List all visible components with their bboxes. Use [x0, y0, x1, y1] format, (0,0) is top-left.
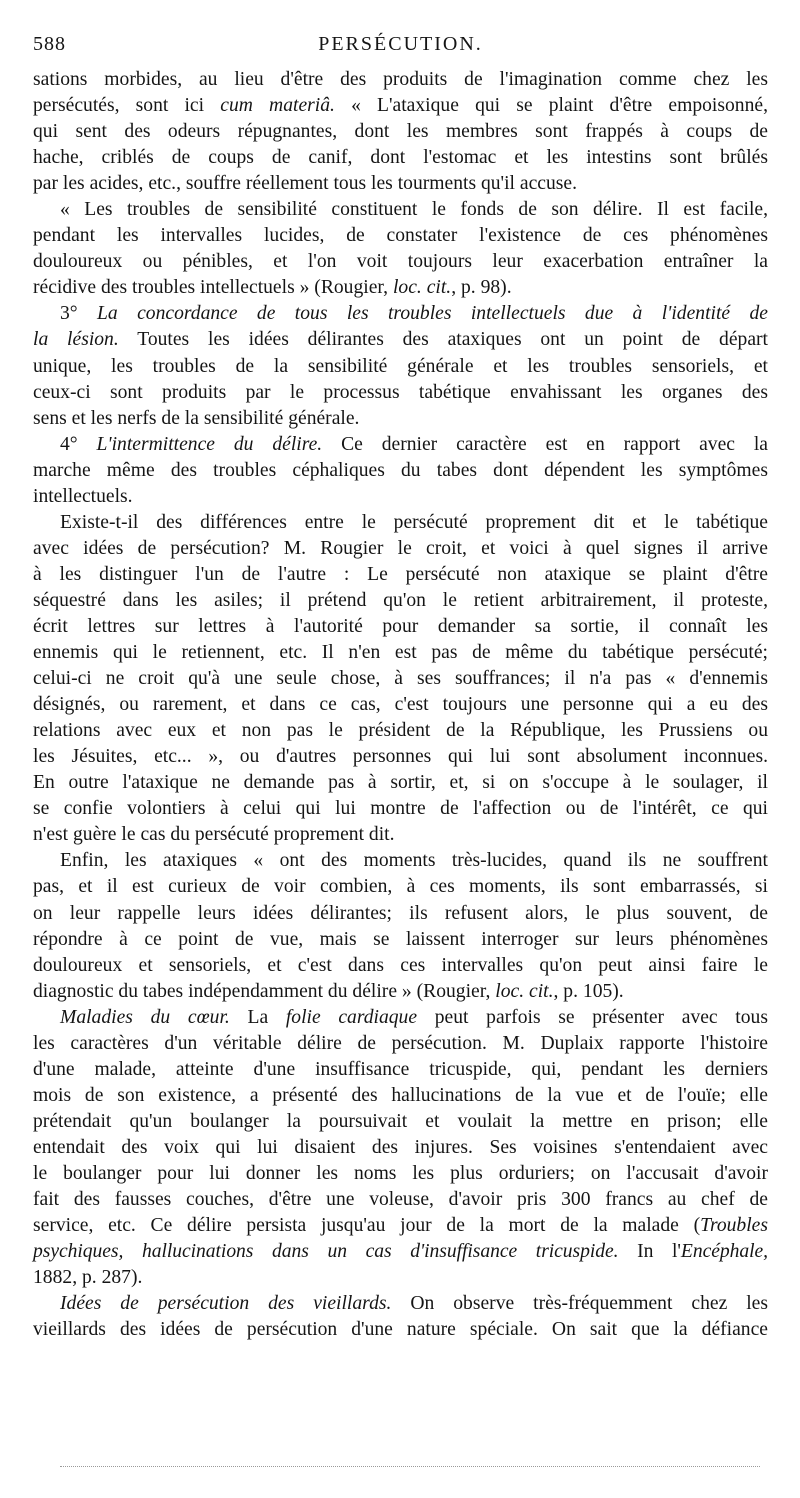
text-line: Maladies du cœur. La folie cardiaque peut parfois se présenter avec tous: [60, 1006, 768, 1028]
text-line: n'est guère le cas du persécuté proprement dit.: [33, 824, 395, 846]
text-line: on leur rappelle leurs idées délirantes; ils refusent alors, le plus souvent, de: [33, 902, 768, 924]
text-line: « Les troubles de sensibilité constituent le fonds de son délire. Il est facile,: [60, 199, 768, 221]
text-line: marche même des troubles céphaliques du tabes dont dépendent les symptômes: [33, 459, 768, 481]
text-line: sations morbides, au lieu d'être des produits de l'imagination comme chez les: [33, 69, 768, 90]
text-line: douloureux ou pénibles, et l'on voit toujours leur exacerbation entraîner la: [33, 251, 768, 273]
text-line: les Jésuites, etc... », ou d'autres personnes qui lui sont absolument inconnues.: [33, 746, 768, 768]
text-line: par les acides, etc., souffre réellement tous les tourments qu'il accuse.: [33, 173, 577, 195]
text-line: 4° L'intermittence du délire. Ce dernier caractère est en rapport avec la: [60, 433, 768, 455]
text-line: ennemis qui le retiennent, etc. Il n'en est pas de même du tabétique persécuté;: [33, 642, 768, 664]
text-line: écrit lettres sur lettres à l'autorité pour demander sa sortie, il connaît les: [33, 615, 768, 637]
text-line: unique, les troubles de la sensibilité générale et les troubles sensoriels, et: [33, 355, 768, 377]
text-line: qui sent des odeurs répugnantes, dont les membres sont frappés à coups de: [33, 121, 768, 143]
text-line: pas, et il est curieux de voir combien, à ces moments, ils sont embarrassés, si: [33, 876, 768, 898]
page-header: [33, 33, 768, 59]
text-line: En outre l'ataxique ne demande pas à sortir, et, si on s'occupe à le soulager, il: [33, 772, 768, 794]
text-line: séquestré dans les asiles; il prétend qu'on le retient arbitrairement, il proteste,: [33, 589, 768, 611]
text-line: prétendait qu'un boulanger la poursuivait et voulait la mettre en prison; elle: [33, 1110, 768, 1132]
text-line: intellectuels.: [33, 485, 133, 507]
text-line: 3° La concordance de tous les troubles intellectuels due à l'identité de: [60, 303, 768, 325]
running-head: PERSÉCUTION.: [318, 33, 483, 55]
text-line: répondre à ce point de vue, mais se laissent interroger sur leurs phénomènes: [33, 928, 768, 950]
text-line: diagnostic du tabes indépendamment du délire » (Rougier, loc. cit., p. 105).: [33, 980, 624, 1002]
text-line: les caractères d'un véritable délire de persécution. M. Duplaix rapporte l'histoire: [33, 1032, 768, 1054]
text-line: d'une malade, atteinte d'une insuffisance tricuspide, qui, pendant les derniers: [33, 1058, 768, 1080]
text-line: hache, criblés de coups de canif, dont l'estomac et les intestins sont brûlés: [33, 147, 768, 169]
text-line: Existe-t-il des différences entre le persécuté proprement dit et le tabétique: [60, 511, 768, 533]
text-line: 1882, p. 287).: [33, 1267, 143, 1289]
text-line: psychiques, hallucinations dans un cas d'insuffisance tricuspide. In l'Encéphale,: [33, 1241, 769, 1263]
text-line: désignés, ou rarement, et dans ce cas, c'est toujours une personne qui a eu des: [33, 694, 768, 716]
text-line: vieillards des idées de persécution d'une nature spéciale. On sait que la défiance: [33, 1319, 768, 1341]
text-line: ceux-ci sont produits par le processus tabétique envahissant les organes des: [33, 381, 768, 403]
page-number: 588: [33, 33, 66, 55]
text-line: avec idées de persécution? M. Rougier le croit, et voici à quel signes il arrive: [33, 537, 768, 559]
text-line: se confie volontiers à celui qui lui montre de l'affection ou de l'intérêt, ce qui: [33, 798, 768, 820]
text-line: persécutés, sont ici cum materiâ. « L'ataxique qui se plaint d'être empoisonné,: [33, 95, 768, 117]
text-line: relations avec eux et non pas le président de la République, les Prussiens ou: [33, 720, 768, 742]
text-line: Enfin, les ataxiques « ont des moments très-lucides, quand ils ne souffrent: [60, 850, 768, 872]
text-line: récidive des troubles intellectuels » (Rougier, loc. cit., p. 98).: [33, 277, 512, 299]
body-text: [33, 67, 768, 1343]
footer-dotted-rule: [60, 1466, 760, 1467]
text-line: sens et les nerfs de la sensibilité générale.: [33, 407, 360, 429]
text-line: service, etc. Ce délire persista jusqu'au jour de la mort de la malade (Troubles: [33, 1215, 768, 1237]
text-line: le boulanger pour lui donner les noms les plus orduriers; on l'accusait d'avoir: [33, 1162, 768, 1184]
text-line: à les distinguer l'un de l'autre : Le persécuté non ataxique se plaint d'être: [33, 563, 768, 585]
text-line: celui-ci ne croit qu'à une seule chose, à ses souffrances; il n'a pas « d'ennemis: [33, 668, 768, 690]
text-line: Idées de persécution des vieillards. On observe très-fréquemment chez les: [60, 1293, 768, 1315]
text-line: pendant les intervalles lucides, de constater l'existence de ces phénomènes: [33, 225, 768, 247]
text-line: la lésion. Toutes les idées délirantes des ataxiques ont un point de départ: [33, 329, 768, 351]
text-line: fait des fausses couches, d'être une voleuse, d'avoir pris 300 francs au chef de: [33, 1189, 768, 1211]
text-line: douloureux et sensoriels, et c'est dans ces intervalles qu'on peut ainsi faire le: [33, 954, 768, 976]
text-line: entendait des voix qui lui disaient des injures. Ses voisines s'entendaient avec: [33, 1136, 768, 1158]
text-line: mois de son existence, a présenté des hallucinations de la vue et de l'ouïe; elle: [33, 1084, 768, 1106]
